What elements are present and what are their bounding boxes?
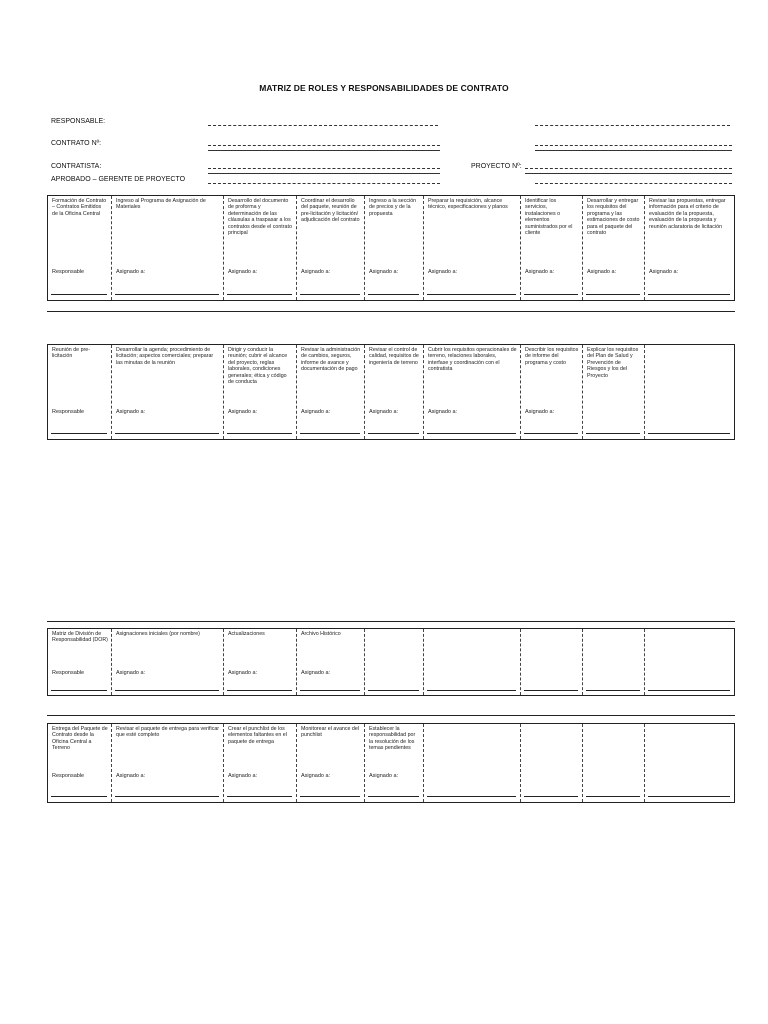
asignado-label: Asignado a: — [369, 773, 399, 779]
task-cell-empty — [583, 724, 645, 802]
signature-line[interactable] — [524, 796, 578, 797]
task-cell-empty — [424, 629, 521, 695]
signature-line[interactable] — [427, 796, 516, 797]
task-cell — [297, 629, 365, 695]
aprobado-label: APROBADO – GERENTE DE PROYECTO — [51, 176, 186, 183]
asignado-label: Asignado a: — [228, 670, 258, 676]
asignado-signature-line[interactable] — [524, 433, 578, 434]
asignado-signature-line[interactable] — [227, 294, 292, 295]
task-text: Ingreso a la sección de precios y de la propuesta — [369, 198, 417, 217]
task-cell-empty — [645, 345, 734, 439]
task-text: Describir los requisitos de informe del programa y costo — [525, 347, 579, 366]
asignado-signature-line[interactable] — [115, 294, 219, 295]
phase-text: Formación de Contrato – Contratos Emitidos de la Oficina Central — [52, 198, 107, 217]
task-text: Cubrir los requisitos operacionales de terreno, relaciones laborales, interfase y coordinación con el contratista — [428, 347, 517, 373]
asignado-label: Asignado a: — [301, 670, 331, 676]
signature-line[interactable] — [648, 690, 730, 691]
task-text: Actualizaciones — [228, 631, 265, 637]
task-text: Crear el punchlist de los elementos faltantes en el paquete de entrega — [228, 726, 287, 745]
asignado-label: Asignado a: — [116, 409, 146, 415]
task-cell-empty — [645, 629, 734, 695]
contratista-field[interactable] — [208, 168, 440, 174]
asignado-signature-line[interactable] — [227, 796, 292, 797]
task-cell-empty — [521, 629, 583, 695]
task-cell — [224, 196, 297, 300]
task-text: Revisar las propuestas, entregar información para el criterio de evaluación de la propuesta, evaluación de la propuesta y reunión aclaratoria de licitación — [649, 198, 726, 230]
responsable-field-2[interactable] — [535, 125, 730, 126]
asignado-label: Asignado a: — [228, 409, 258, 415]
task-cell-empty — [521, 724, 583, 802]
task-cell — [521, 196, 583, 300]
task-cell — [424, 345, 521, 439]
task-cell — [424, 196, 521, 300]
section-divider — [47, 715, 735, 716]
signature-line[interactable] — [524, 690, 578, 691]
responsable-label: Responsable — [52, 773, 85, 779]
asignado-label: Asignado a: — [428, 409, 458, 415]
asignado-label: Asignado a: — [525, 269, 555, 275]
signature-line[interactable] — [648, 433, 730, 434]
signature-line[interactable] — [368, 690, 419, 691]
task-text: Revisar la administración de cambios, seguros, informe de avance y documentación de pago — [301, 347, 361, 373]
task-cell — [224, 345, 297, 439]
asignado-label: Asignado a: — [301, 269, 331, 275]
asignado-signature-line[interactable] — [227, 690, 292, 691]
signature-line[interactable] — [427, 690, 516, 691]
task-cell — [583, 196, 645, 300]
phase-cell — [48, 724, 112, 802]
asignado-label: Asignado a: — [228, 773, 258, 779]
phase-text: Matriz de División de Responsabilidad (DOR) — [52, 631, 108, 644]
phase-cell — [48, 196, 112, 300]
asignado-label: Asignado a: — [525, 409, 555, 415]
task-text: Revisar el control de calidad, requisitos de ingeniería de terreno — [369, 347, 419, 366]
asignado-label: Asignado a: — [369, 269, 399, 275]
asignado-label: Asignado a: — [228, 269, 258, 275]
asignado-signature-line[interactable] — [227, 433, 292, 434]
phase-text: Entrega del Paquete de Contrato desde la Oficina Central a Terreno — [52, 726, 108, 752]
asignado-signature-line[interactable] — [368, 433, 419, 434]
responsable-signature-line[interactable] — [51, 690, 107, 691]
document-title: MATRIZ DE ROLES Y RESPONSABILIDADES DE CONTRATO — [259, 83, 509, 93]
task-cell — [112, 196, 224, 300]
task-text: Monitorear el avance del punchlist — [301, 726, 360, 739]
asignado-signature-line[interactable] — [586, 294, 640, 295]
section-divider — [47, 311, 735, 312]
proyecto-field[interactable] — [525, 168, 732, 174]
asignado-label: Asignado a: — [116, 773, 146, 779]
responsable-signature-line[interactable] — [51, 796, 107, 797]
aprobado-field[interactable] — [208, 183, 440, 184]
task-cell — [112, 345, 224, 439]
asignado-label: Asignado a: — [301, 773, 331, 779]
task-text: Dirigir y conducir la reunión; cubrir el alcance del proyecto, reglas laborales, condiciones generales; ética y código de conducta — [228, 347, 288, 386]
asignado-label: Asignado a: — [116, 269, 146, 275]
asignado-signature-line[interactable] — [524, 294, 578, 295]
task-text: Explicar los requisitos del Plan de Salud y Prevención de Riesgos y los del Proyecto — [587, 347, 639, 379]
signature-line[interactable] — [586, 433, 640, 434]
responsable-label: Responsable — [52, 269, 85, 275]
task-cell-empty — [645, 724, 734, 802]
contrato-field-2[interactable] — [535, 145, 732, 151]
asignado-signature-line[interactable] — [427, 294, 516, 295]
asignado-signature-line[interactable] — [427, 433, 516, 434]
task-cell-empty — [365, 629, 424, 695]
asignado-signature-line[interactable] — [300, 433, 360, 434]
asignado-signature-line[interactable] — [368, 796, 419, 797]
task-text: Ingreso al Programa de Asignación de Materiales — [116, 198, 206, 211]
asignado-label: Asignado a: — [587, 269, 617, 275]
asignado-signature-line[interactable] — [115, 433, 219, 434]
asignado-label: Asignado a: — [428, 269, 458, 275]
aprobado-field-2[interactable] — [535, 183, 732, 184]
task-text: Archivo Histórico — [301, 631, 341, 637]
asignado-signature-line[interactable] — [648, 294, 730, 295]
asignado-signature-line[interactable] — [115, 796, 219, 797]
task-text: Revisar el paquete de entrega para verificar que esté completo — [116, 726, 220, 739]
asignado-label: Asignado a: — [369, 409, 399, 415]
task-cell — [297, 345, 365, 439]
task-text: Asignaciones iniciales (por nombre) — [116, 631, 200, 637]
responsable-label: Responsable — [52, 409, 85, 415]
contrato-label: CONTRATO Nº: — [51, 140, 102, 147]
section-divider — [47, 621, 735, 622]
signature-line[interactable] — [586, 690, 640, 691]
contratista-label: CONTRATISTA: — [51, 163, 102, 170]
task-cell — [645, 196, 734, 300]
signature-line[interactable] — [648, 796, 730, 797]
task-cell — [297, 196, 365, 300]
task-text: Desarrollar la agenda; procedimiento de licitación; aspectos comerciales; preparar las minutas de la reunión — [116, 347, 214, 366]
task-cell — [365, 724, 424, 802]
phase-text: Reunión de pre-licitación — [52, 347, 90, 360]
task-cell — [112, 724, 224, 802]
task-text: Desarrollo del documento de proforma y determinación de las cláusulas a traspasar a los contratos desde el contrato principal — [228, 198, 292, 237]
contrato-field[interactable] — [208, 145, 440, 151]
asignado-signature-line[interactable] — [368, 294, 419, 295]
task-cell — [521, 345, 583, 439]
asignado-label: Asignado a: — [649, 269, 679, 275]
task-text: Coordinar el desarrollo del paquete, reunión de pre-licitación y licitación/ adjudicación del contrato — [301, 198, 360, 224]
task-cell — [112, 629, 224, 695]
signature-line[interactable] — [586, 796, 640, 797]
task-cell — [365, 345, 424, 439]
matrix-block-contract-formation — [47, 195, 735, 301]
asignado-signature-line[interactable] — [300, 796, 360, 797]
asignado-label: Asignado a: — [116, 670, 146, 676]
phase-cell — [48, 629, 112, 695]
responsable-label: RESPONSABLE: — [51, 118, 106, 125]
task-cell — [583, 345, 645, 439]
task-text: Identificar los servicios, instalaciones o elementos suministrados por el cliente — [525, 198, 573, 237]
asignado-signature-line[interactable] — [300, 294, 360, 295]
phase-cell — [48, 345, 112, 439]
task-cell — [224, 629, 297, 695]
asignado-label: Asignado a: — [301, 409, 331, 415]
responsable-label: Responsable — [52, 670, 85, 676]
proyecto-label: PROYECTO Nº: — [471, 163, 522, 170]
responsable-signature-line[interactable] — [51, 294, 107, 295]
matrix-block-dor — [47, 628, 735, 696]
task-text: Desarrollar y entregar los requisitos del programa y las estimaciones de costo para el paquete del contrato — [587, 198, 640, 237]
responsable-field[interactable] — [208, 125, 438, 126]
responsable-signature-line[interactable] — [51, 433, 107, 434]
task-cell — [297, 724, 365, 802]
asignado-signature-line[interactable] — [115, 690, 219, 691]
task-cell-empty — [583, 629, 645, 695]
matrix-block-contract-handover — [47, 723, 735, 803]
matrix-block-pre-bid-meeting — [47, 344, 735, 440]
task-cell-empty — [424, 724, 521, 802]
task-text: Preparar la requisición, alcance técnico, especificaciones y planos — [428, 198, 508, 211]
task-cell — [365, 196, 424, 300]
task-cell — [224, 724, 297, 802]
task-text: Establecer la responsabilidad por la resolución de los temas pendientes — [369, 726, 416, 752]
asignado-signature-line[interactable] — [300, 690, 360, 691]
